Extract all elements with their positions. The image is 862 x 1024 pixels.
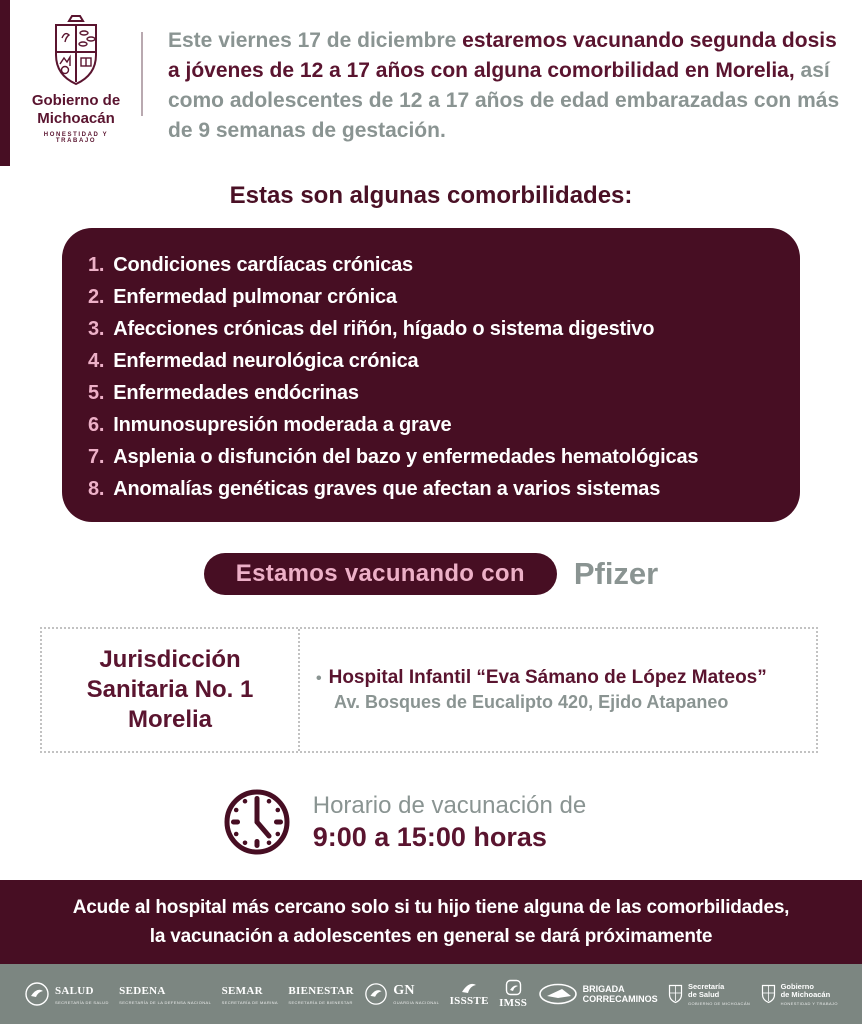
logo-motto: HONESTIDAD Y TRABAJO (43, 132, 109, 144)
logo-brigada-correcaminos (538, 983, 658, 1005)
schedule-hours: 9:00 a 15:00 horas (312, 821, 547, 852)
hospital-info (300, 629, 816, 751)
logo-label2: CORRECAMINOS (582, 994, 658, 1004)
shield-icon (668, 984, 683, 1004)
bullet-icon: • (316, 670, 322, 687)
logo-sublabel: GOBIERNO DE MICHOACÁN (688, 1000, 751, 1006)
list-item (88, 281, 784, 313)
roadrunner-icon (538, 983, 578, 1005)
logo-label: SEMAR (221, 984, 263, 997)
logo-gn (364, 982, 439, 1006)
list-item (88, 409, 784, 441)
logo-label: IMSS (499, 996, 528, 1009)
schedule-text (313, 792, 587, 853)
item-number: 8. (88, 478, 105, 500)
jurisdiction-box (40, 627, 818, 753)
logo-sublabel: SECRETARÍA DE SALUD (55, 999, 109, 1005)
shield-icon (761, 984, 776, 1004)
jurisdiction-line: Morelia (127, 706, 213, 733)
announcement-text (168, 26, 848, 146)
logo-bienestar (288, 984, 353, 1005)
jurisdiction-line: Jurisdicción (99, 646, 241, 673)
item-number: 2. (88, 286, 105, 308)
logo-issste (450, 981, 489, 1008)
notice-band (0, 880, 862, 964)
comorbidities-box (62, 228, 800, 522)
logo-imss (499, 979, 527, 1010)
schedule-section (0, 786, 862, 858)
logo-label: GN (393, 982, 415, 998)
announcement-extra: así como adolescentes de 12 a 17 años de edad embarazadas con más de 9 semanas de gestación. (168, 59, 840, 142)
item-text: Enfermedad neurológica crónica (113, 350, 419, 372)
hospital-name: Hospital Infantil “Eva Sámano de López Mateos” (328, 667, 767, 688)
item-text: Enfermedad pulmonar crónica (113, 286, 397, 308)
logo-label: Gobierno (780, 981, 814, 991)
item-number: 6. (88, 414, 105, 436)
logo-sublabel: SECRETARÍA DE BIENESTAR (288, 999, 353, 1005)
logo-sublabel: GUARDIA NACIONAL (393, 999, 440, 1005)
item-text: Asplenia o disfunción del bazo y enfermedades hematológicas (113, 446, 699, 468)
list-item (88, 473, 784, 505)
comorbidities-list (62, 228, 800, 505)
logo-label: ISSSTE (449, 994, 489, 1007)
list-item (88, 345, 784, 377)
jurisdiction-name (42, 629, 300, 751)
vaccinating-with-badge: Estamos vacunando con (204, 553, 557, 595)
list-item (88, 441, 784, 473)
item-text: Enfermedades endócrinas (113, 382, 359, 404)
item-number: 3. (88, 318, 105, 340)
hospital-address: Av. Bosques de Eucalipto 420, Ejido Atapaneo (334, 692, 729, 712)
logo-secretaria-salud (668, 983, 750, 1006)
logo-sublabel: SECRETARÍA DE LA DEFENSA NACIONAL (119, 999, 212, 1005)
logo-title: Gobierno de Michoacán (31, 92, 121, 127)
logo-label2: de Michoacán (780, 989, 831, 999)
gn-eagle-icon (364, 982, 388, 1006)
logo-gobierno-michoacan (761, 983, 838, 1006)
comorbidities-title: Estas son algunas comorbilidades: (229, 182, 633, 209)
vaccine-row (0, 553, 862, 595)
item-text: Afecciones crónicas del riñón, hígado o sistema digestivo (113, 318, 655, 340)
michoacan-shield-icon (50, 14, 102, 88)
logo-sedena (119, 984, 211, 1005)
logo-label: BRIGADA (582, 984, 625, 994)
item-number: 1. (88, 254, 105, 276)
item-text: Condiciones cardíacas crónicas (113, 254, 413, 276)
jurisdiction-line: Sanitaria No. 1 (86, 676, 254, 703)
notice-line: la vacunación a adolescentes en general se dará próximamente (149, 926, 713, 947)
issste-eagle-icon (460, 981, 478, 994)
logo-semar (222, 984, 278, 1005)
item-number: 5. (88, 382, 105, 404)
list-item (88, 313, 784, 345)
logo-sublabel: SECRETARÍA DE MARINA (221, 999, 278, 1005)
logo-label: Secretaría (688, 981, 725, 991)
salud-eagle-icon (24, 981, 50, 1007)
notice-line: Acude al hospital más cercano solo si tu hijo tiene alguna de las comorbilidades, (72, 897, 790, 918)
hospital-name-line (316, 667, 816, 689)
list-item (88, 377, 784, 409)
footer-logo-bar (0, 964, 862, 1024)
imss-emblem-icon (505, 979, 522, 996)
logo-sublabel: HONESTIDAD Y TRABAJO (780, 1000, 838, 1006)
logo-label: SEDENA (119, 984, 166, 997)
logo-label: BIENESTAR (288, 984, 354, 997)
item-text: Anomalías genéticas graves que afectan a varios sistemas (113, 478, 661, 500)
logo-label2: de Salud (688, 989, 720, 999)
clock-icon (221, 786, 293, 858)
item-text: Inmunosupresión moderada a grave (113, 414, 452, 436)
left-accent-bar (0, 0, 10, 166)
item-number: 7. (88, 446, 105, 468)
government-logo (24, 14, 128, 144)
list-item (88, 249, 784, 281)
vaccine-brand: Pfizer (573, 556, 659, 591)
header-divider (141, 32, 143, 116)
logo-label: SALUD (55, 984, 94, 997)
announcement-date: Este viernes 17 de diciembre (168, 29, 463, 52)
logo-salud (24, 981, 109, 1007)
item-number: 4. (88, 350, 105, 372)
schedule-label: Horario de vacunación de (312, 791, 587, 819)
announcement-main: estaremos vacunando segunda dosis a jóvenes de 12 a 17 años con alguna comorbilidad en Morelia, (168, 29, 837, 82)
